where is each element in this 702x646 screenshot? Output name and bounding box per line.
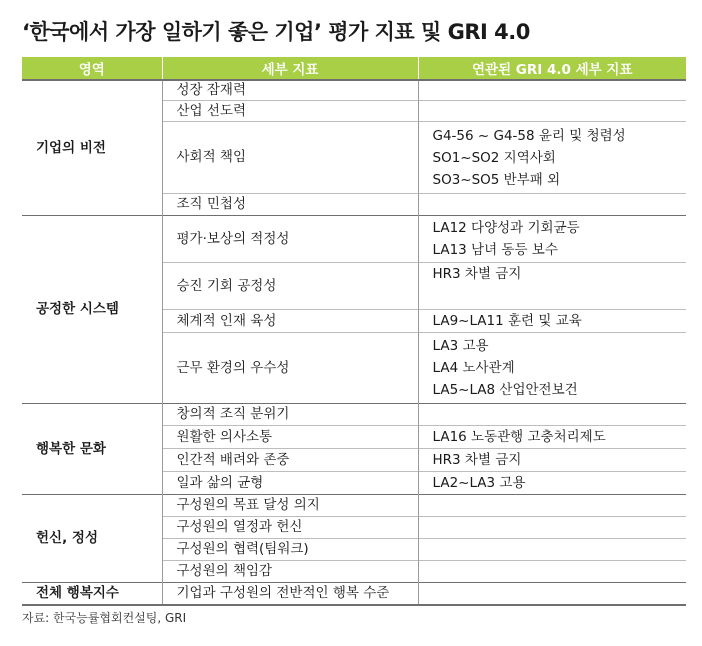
detail-cell: 체계적 인재 육성 bbox=[162, 310, 418, 333]
area-vision: 기업의 비전 bbox=[22, 80, 162, 216]
table-row bbox=[22, 495, 686, 517]
header-row bbox=[22, 57, 686, 80]
gri-item: SO1~SO2 지역사회 bbox=[432, 149, 556, 166]
gri-item: LA2~LA3 고용 bbox=[432, 475, 526, 491]
gri-cell bbox=[418, 561, 686, 583]
gri-cell bbox=[418, 333, 686, 404]
table-row bbox=[22, 80, 686, 101]
gri-cell bbox=[418, 194, 686, 216]
gri-cell bbox=[418, 449, 686, 472]
header-detail: 세부 지표 bbox=[162, 57, 418, 80]
gri-item: LA5~LA8 산업안전보건 bbox=[432, 382, 578, 398]
detail-cell: 사회적 책임 bbox=[162, 122, 418, 194]
gri-cell bbox=[418, 101, 686, 122]
gri-cell bbox=[418, 583, 686, 605]
gri-item: SO3~SO5 반부패 외 bbox=[432, 171, 561, 188]
detail-cell: 산업 선도력 bbox=[162, 101, 418, 122]
detail-cell: 창의적 조직 분위기 bbox=[162, 404, 418, 426]
detail-cell: 인간적 배려와 존중 bbox=[162, 449, 418, 472]
header-area: 영역 bbox=[22, 57, 162, 80]
gri-cell bbox=[418, 263, 686, 310]
area-total: 전체 행복지수 bbox=[22, 583, 162, 605]
table-title: ‘한국에서 가장 일하기 좋은 기업’ 평가 지표 및 GRI 4.0 bbox=[22, 20, 530, 44]
gri-item: LA16 노동관행 고충처리제도 bbox=[432, 429, 606, 445]
header-gri: 연관된 GRI 4.0 세부 지표 bbox=[418, 57, 686, 80]
gri-item: LA4 노사관계 bbox=[432, 360, 515, 376]
detail-cell: 구성원의 책임감 bbox=[162, 561, 418, 583]
gri-cell bbox=[418, 517, 686, 539]
gri-cell bbox=[418, 404, 686, 426]
source-note: 자료: 한국능률협회컨설팅, GRI bbox=[22, 611, 187, 625]
detail-cell: 근무 환경의 우수성 bbox=[162, 333, 418, 404]
detail-cell: 구성원의 열정과 헌신 bbox=[162, 517, 418, 539]
detail-cell: 기업과 구성원의 전반적인 행복 수준 bbox=[162, 583, 418, 605]
detail-cell: 원활한 의사소통 bbox=[162, 426, 418, 449]
area-devotion: 헌신, 정성 bbox=[22, 495, 162, 583]
area-fair-system: 공정한 시스템 bbox=[22, 216, 162, 404]
table-row bbox=[22, 404, 686, 426]
detail-cell: 조직 민첩성 bbox=[162, 194, 418, 216]
gri-item: LA12 다양성과 기회균등 bbox=[432, 220, 580, 236]
gri-item: HR3 차별 금지 bbox=[432, 452, 522, 468]
gri-cell bbox=[418, 216, 686, 263]
gri-cell bbox=[418, 122, 686, 194]
gri-item: LA9~LA11 훈련 및 교육 bbox=[432, 313, 582, 329]
table-row bbox=[22, 216, 686, 263]
detail-cell: 성장 잠재력 bbox=[162, 80, 418, 101]
gri-item: LA3 고용 bbox=[432, 338, 489, 354]
table-row bbox=[22, 583, 686, 605]
detail-cell: 승진 기회 공정성 bbox=[162, 263, 418, 310]
index-table bbox=[22, 57, 686, 606]
gri-item: LA13 남녀 동등 보수 bbox=[432, 242, 558, 258]
detail-cell: 구성원의 목표 달성 의지 bbox=[162, 495, 418, 517]
detail-cell: 구성원의 협력(팀워크) bbox=[162, 539, 418, 561]
gri-item: HR3 차별 금지 bbox=[432, 266, 522, 282]
gri-cell bbox=[418, 539, 686, 561]
detail-cell: 평가·보상의 적정성 bbox=[162, 216, 418, 263]
gri-cell bbox=[418, 426, 686, 449]
area-happy-culture: 행복한 문화 bbox=[22, 404, 162, 495]
gri-cell bbox=[418, 310, 686, 333]
gri-cell bbox=[418, 472, 686, 495]
gri-item: G4-56 ~ G4-58 윤리 및 청렴성 bbox=[432, 127, 626, 144]
detail-cell: 일과 삶의 균형 bbox=[162, 472, 418, 495]
gri-cell bbox=[418, 80, 686, 101]
gri-cell bbox=[418, 495, 686, 517]
